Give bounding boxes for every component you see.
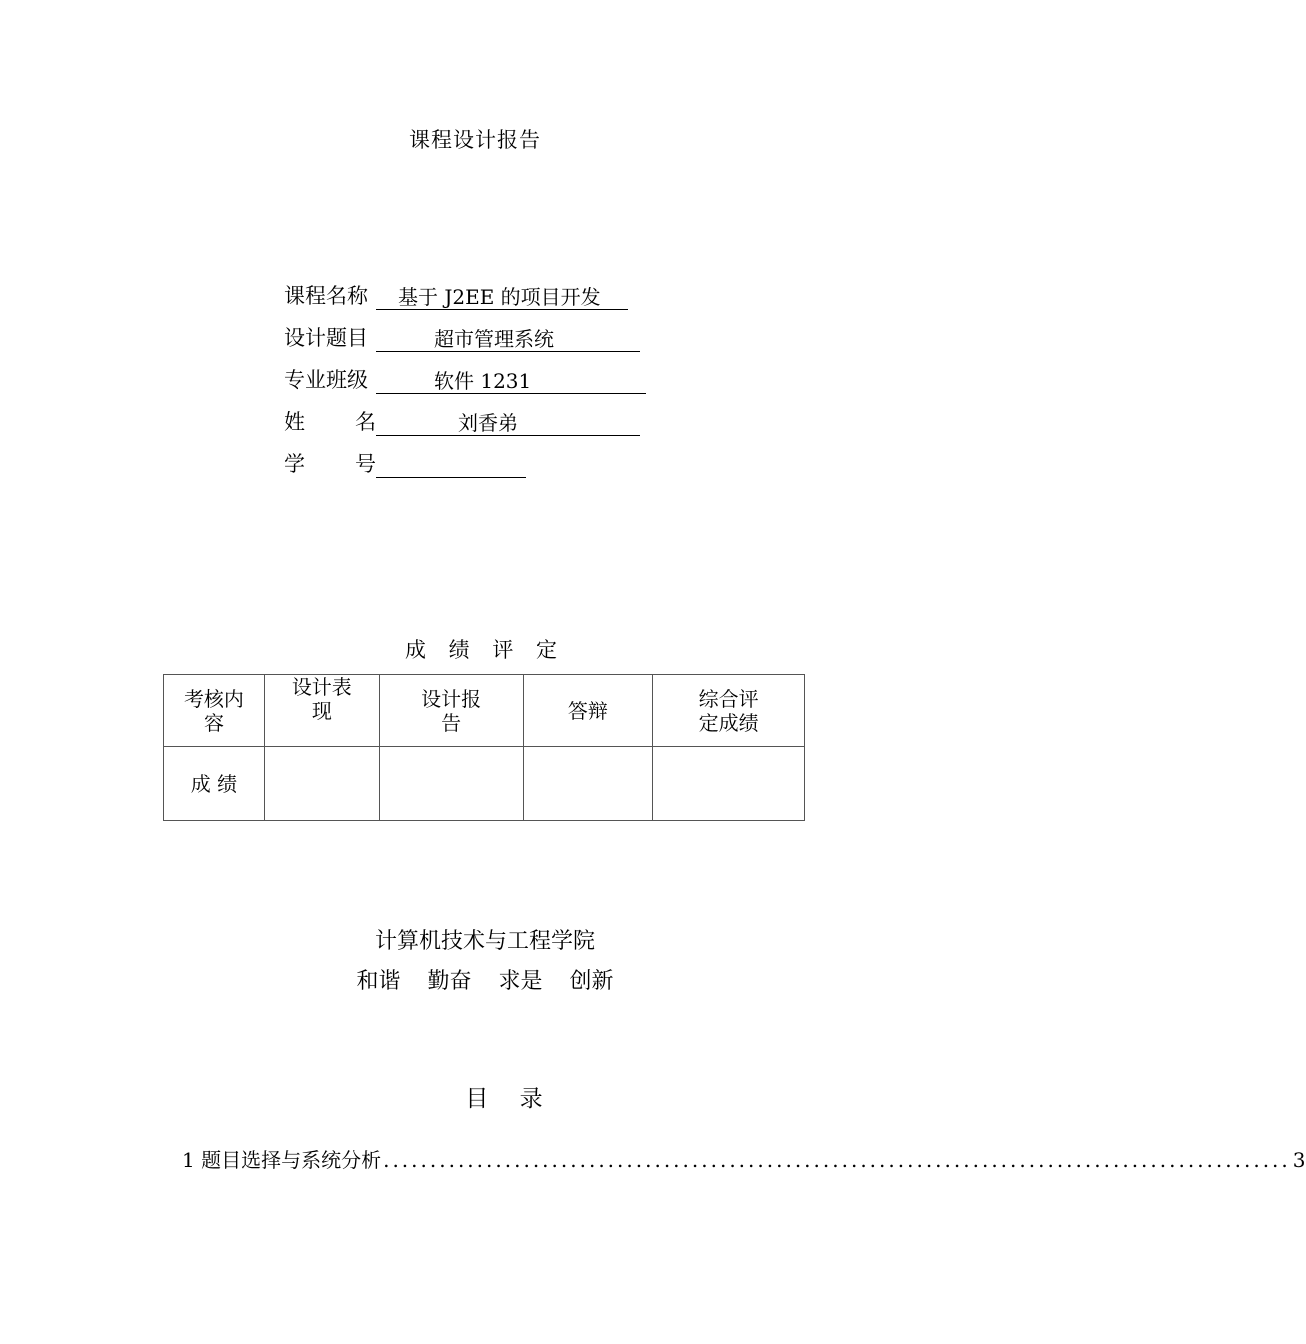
major-class-value: 软件 1231 <box>376 370 646 394</box>
header-cell-design-report <box>379 675 523 747</box>
course-name-value: 基于 J2EE 的项目开发 <box>376 286 628 310</box>
design-topic-row <box>284 310 704 352</box>
student-name-row <box>284 394 704 436</box>
score-cell-design-performance <box>264 747 379 821</box>
header-design-report-text: 设计报告 <box>421 686 482 735</box>
student-name-label-part2: 名 <box>355 410 376 434</box>
major-class-label: 专业班级 <box>284 368 368 392</box>
course-name-row <box>284 268 704 310</box>
toc-entry-page: 3 <box>1292 1148 1306 1172</box>
header-cell-overall-grade <box>653 675 805 747</box>
toc-entry[interactable] <box>182 1144 1306 1173</box>
header-design-performance-text: 设计表现 <box>291 674 352 723</box>
major-class-row <box>284 352 704 394</box>
student-name-value: 刘香弟 <box>376 412 640 436</box>
student-id-label-part2: 号 <box>355 452 376 476</box>
header-overall-grade-text: 综合评定成绩 <box>698 686 759 735</box>
student-id-row <box>284 436 704 478</box>
header-cell-defense <box>523 675 653 747</box>
college-motto: 和谐 勤奋 求是 创新 <box>356 969 614 994</box>
score-cell-overall-grade <box>653 747 805 821</box>
college-name: 计算机技术与工程学院 <box>374 929 595 954</box>
student-id-label <box>284 448 376 478</box>
info-block <box>284 268 704 478</box>
grade-table-header-row <box>164 675 805 747</box>
course-name-label: 课程名称 <box>284 284 368 308</box>
header-assessment-text: 考核内容 <box>183 686 244 735</box>
score-cell-design-report <box>379 747 523 821</box>
header-cell-design-performance <box>264 675 379 747</box>
report-title: 课程设计报告 <box>409 128 541 152</box>
student-name-label <box>284 406 376 436</box>
score-row-label-cell <box>164 747 265 821</box>
student-id-value <box>376 454 526 478</box>
toc-dot-leader: ................................................................................................. <box>383 1148 1291 1172</box>
toc-entry-label: 1 题目选择与系统分析 <box>182 1148 382 1172</box>
student-id-label-part1: 学 <box>284 452 305 476</box>
score-cell-defense <box>523 747 653 821</box>
student-name-label-part1: 姓 <box>284 410 305 434</box>
design-topic-label: 设计题目 <box>284 326 368 350</box>
score-row-label: 成 绩 <box>190 771 238 796</box>
design-topic-value: 超市管理系统 <box>376 328 640 352</box>
grade-section-title: 成 绩 评 定 <box>404 638 566 662</box>
header-defense-text: 答辩 <box>567 698 608 723</box>
toc-title: 目 录 <box>465 1086 555 1112</box>
header-cell-assessment <box>164 675 265 747</box>
grade-table <box>163 674 805 821</box>
grade-table-score-row <box>164 747 805 821</box>
